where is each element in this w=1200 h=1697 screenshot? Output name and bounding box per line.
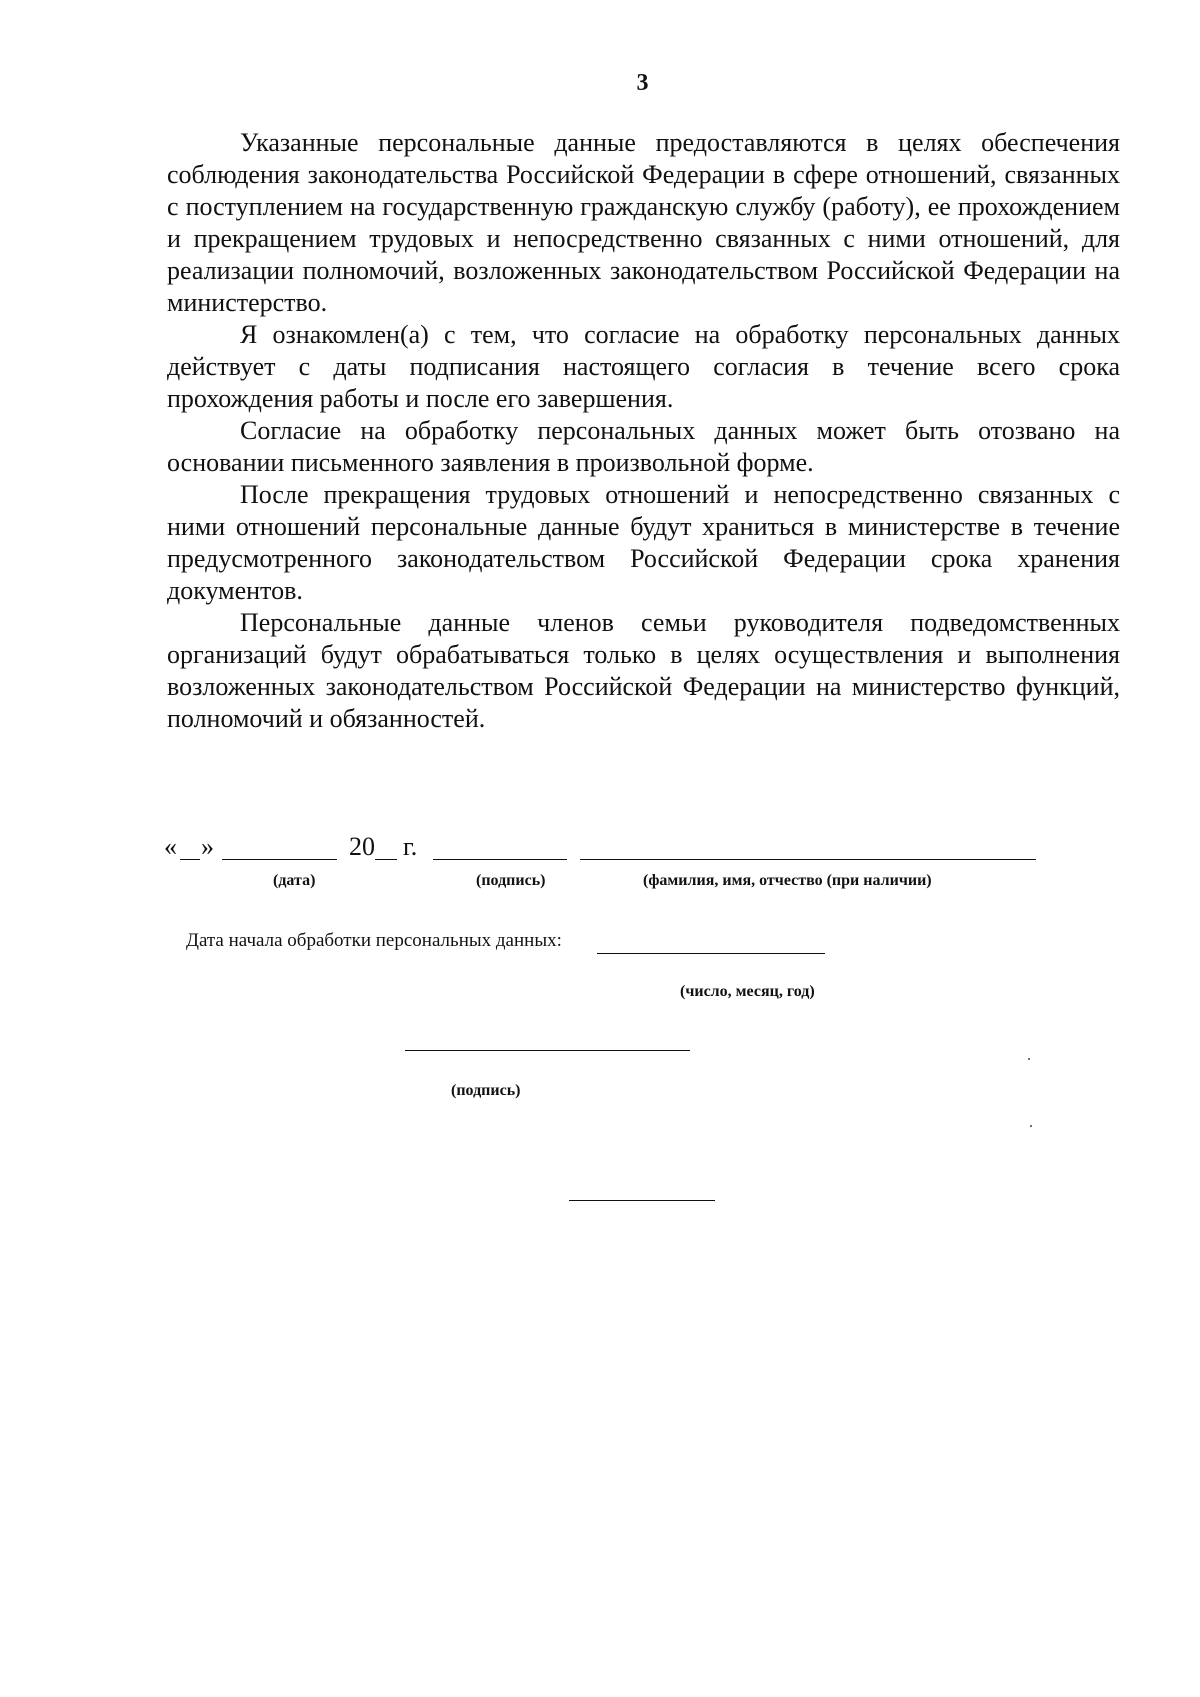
year-prefix: 20 <box>349 832 375 861</box>
paragraph-revocation: Согласие на обработку персональных данных может быть отозвано на основании письменного заявления в произвольной форме. <box>167 416 1120 477</box>
month-blank <box>222 859 337 860</box>
signature-blank <box>433 859 567 860</box>
scan-speck <box>1028 1058 1030 1060</box>
paragraph-validity: Я ознакомлен(а) с тем, что согласие на обработку персональных данных действует с даты подписания настоящего согласия в течение всего срока прохождения работы и после его завершения. <box>167 320 1120 413</box>
second-signature-blank <box>405 1050 690 1051</box>
bottom-divider <box>569 1200 715 1201</box>
processing-start-blank <box>597 953 825 954</box>
date-caption: (дата) <box>273 872 316 889</box>
signature-row <box>0 832 1200 866</box>
second-signature-caption: (подпись) <box>451 1082 521 1099</box>
year-blank <box>375 859 397 860</box>
paragraph-family-data: Персональные данные членов семьи руководителя подведомственных организаций будут обрабатываться только в целях осуществления и выполнения возложенных законодательством Российской Федерации на министерство функций, полномочий и обязанностей. <box>167 608 1120 733</box>
paragraph-purpose: Указанные персональные данные предоставляются в целях обеспечения соблюдения законодательства Российской Федерации в сфере отношений, связанных с поступлением на государственную гражданскую службу (работу), ее прохождением и прекращением трудовых и непосредственно связанных с ними отношений, для реализации полномочий, возложенных законодательством Российской Федерации на министерство. <box>167 128 1120 317</box>
quote-close: » <box>201 832 214 861</box>
scan-speck <box>1030 1125 1032 1127</box>
processing-start-caption: (число, месяц, год) <box>680 983 815 1000</box>
full-name-blank <box>580 859 1036 860</box>
page-number: 3 <box>636 70 649 96</box>
document-body <box>167 127 1120 735</box>
year-suffix: г. <box>403 832 418 861</box>
processing-start-label: Дата начала обработки персональных данных: <box>186 930 562 951</box>
full-name-caption: (фамилия, имя, отчество (при наличии) <box>643 872 932 889</box>
day-blank <box>180 859 200 860</box>
signature-caption: (подпись) <box>476 872 546 889</box>
quote-open: « <box>164 832 177 861</box>
paragraph-storage: После прекращения трудовых отношений и непосредственно связанных с ними отношений персональные данные будут храниться в министерстве в течение предусмотренного законодательством Российской Федерации срока хранения документов. <box>167 480 1120 605</box>
